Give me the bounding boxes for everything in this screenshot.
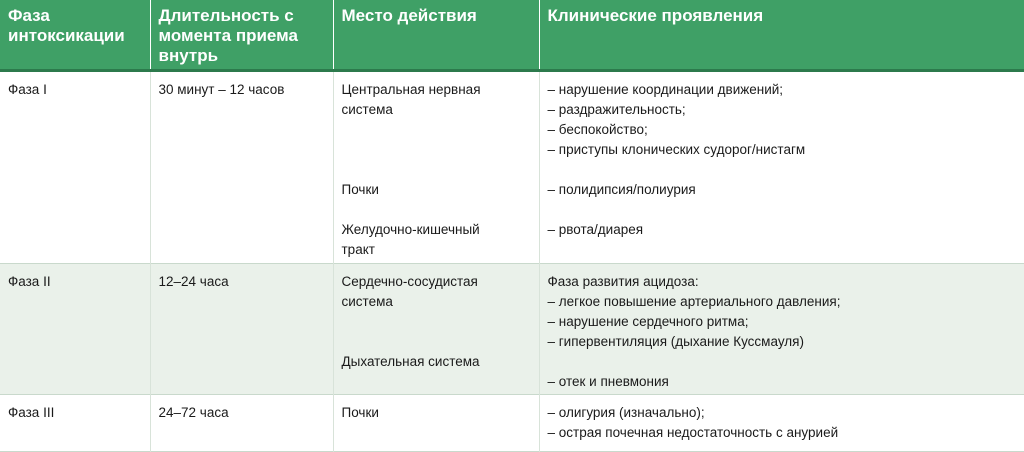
effect-text: – раздражительность; <box>547 102 686 117</box>
header-phase: Фаза интоксикации <box>0 0 150 71</box>
site-text: Почки <box>341 182 379 197</box>
effect-text: – острая почечная недостаточность с анурией <box>547 425 839 440</box>
site-text: система <box>341 102 393 117</box>
site-text: Желудочно-кишечный <box>341 222 480 237</box>
effect-text: – отек и пневмония <box>547 374 669 389</box>
duration-cell: 30 минут – 12 часов <box>150 71 333 264</box>
table-row <box>0 71 1024 264</box>
manifestations-cell <box>539 264 1024 395</box>
site-text: Сердечно-сосудистая <box>341 274 478 289</box>
effect-text: – гипервентиляция (дыхание Куссмауля) <box>547 334 804 349</box>
phase-cell: Фаза II <box>0 264 150 395</box>
effect-text: – нарушение координации движений; <box>547 82 784 97</box>
effect-text: – легкое повышение артериального давления; <box>547 294 841 309</box>
site-text: Дыхательная система <box>341 354 480 369</box>
manifestations-cell <box>539 71 1024 264</box>
site-cell <box>333 264 539 395</box>
duration-cell: 12–24 часа <box>150 264 333 395</box>
table-header <box>0 0 1024 71</box>
site-text: система <box>341 294 393 309</box>
site-text: Центральная нервная <box>341 82 481 97</box>
header-manifestations: Клинические проявления <box>539 0 1024 71</box>
effect-text: – беспокойство; <box>547 122 648 137</box>
effect-text: – полидипсия/полиурия <box>547 182 696 197</box>
site-text: тракт <box>341 242 375 257</box>
effect-text: Фаза развития ацидоза: <box>547 274 699 289</box>
header-site: Место действия <box>333 0 539 71</box>
header-duration: Длительность с момента приема внутрь <box>150 0 333 71</box>
phase-cell: Фаза III <box>0 395 150 452</box>
phase-cell: Фаза I <box>0 71 150 264</box>
site-cell <box>333 71 539 264</box>
table-row <box>0 264 1024 395</box>
manifestations-cell <box>539 395 1024 452</box>
site-text: Почки <box>341 405 379 420</box>
effect-text: – олигурия (изначально); <box>547 405 705 420</box>
effect-text: – нарушение сердечного ритма; <box>547 314 749 329</box>
effect-text: – приступы клонических судорог/нистагм <box>547 142 806 157</box>
effect-text: – рвота/диарея <box>547 222 644 237</box>
table-row <box>0 395 1024 452</box>
duration-cell: 24–72 часа <box>150 395 333 452</box>
site-cell <box>333 395 539 452</box>
